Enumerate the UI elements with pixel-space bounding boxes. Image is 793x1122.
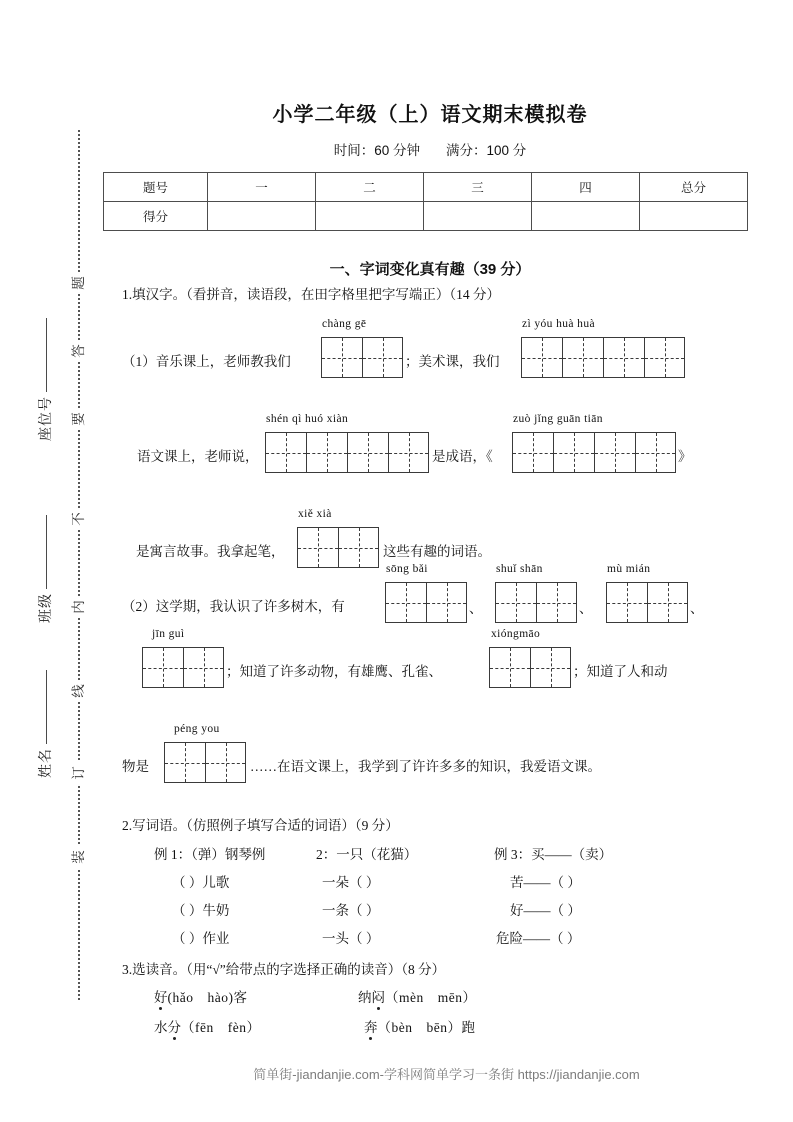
tianzige-cell[interactable] <box>362 337 403 378</box>
exam-time: 时间：60 分钟 <box>333 143 420 158</box>
tianzige-mu-mian[interactable] <box>606 582 688 623</box>
q3-item-0-options[interactable]: (hǎo hào)客 <box>167 990 248 1005</box>
q1-line3-lead: 是寓言故事。我拿起笔， <box>136 544 285 559</box>
seal-field-seat <box>35 396 55 441</box>
table-row <box>104 173 748 202</box>
q2-col1-row1[interactable]: （ ）儿歌 <box>172 875 230 890</box>
tianzige-cell[interactable] <box>205 742 246 783</box>
q1-line1-mid: ；美术课，我们 <box>405 354 500 369</box>
q3-item-1-options[interactable]: （mèn mēn） <box>385 990 477 1005</box>
tianzige-cell[interactable] <box>426 582 467 623</box>
tianzige-cell[interactable] <box>495 582 536 623</box>
tianzige-chang-ge[interactable] <box>321 337 403 378</box>
table-row <box>104 202 748 231</box>
seal-field-seat-rule <box>46 318 47 392</box>
score-cell-1[interactable] <box>316 202 424 231</box>
q3-item-1-dotted-char: 闷 <box>372 986 386 1006</box>
question-1-stem: 1.填汉字。（看拼音，读语段，在田字格里把字写端正）（14 分） <box>122 287 500 302</box>
q1-line6-tail: ……在语文课上，我学到了许许多多的知识，我爱语文课。 <box>250 759 601 774</box>
seal-char-5: 线 <box>68 680 90 702</box>
tianzige-cell[interactable] <box>142 647 183 688</box>
tianzige-shui-shan[interactable] <box>495 582 577 623</box>
q2-col1-row2[interactable]: （ ）牛奶 <box>172 903 230 918</box>
tianzige-cell[interactable] <box>347 432 388 473</box>
q1-sep-2: 、 <box>690 601 704 616</box>
seal-char-1: 答 <box>68 340 90 362</box>
tianzige-cell[interactable] <box>183 647 224 688</box>
tianzige-xie-xia[interactable] <box>297 527 379 568</box>
seal-char-6: 订 <box>68 762 90 784</box>
seal-field-name <box>35 748 55 778</box>
score-table <box>103 172 748 231</box>
q3-item-3-options[interactable]: （bèn bēn）跑 <box>377 1020 476 1035</box>
tianzige-cell[interactable] <box>385 582 426 623</box>
q2-col2-row0: 2：一只（花猫） <box>316 847 418 862</box>
score-cell-0[interactable] <box>208 202 316 231</box>
q3-item-3-dotted-char: 奔 <box>364 1016 378 1036</box>
q1-line2-tail: 》 <box>678 449 692 464</box>
pinyin-shui-shan: shuǐ shān <box>496 563 543 575</box>
tianzige-cell[interactable] <box>530 647 571 688</box>
q2-col2-row1[interactable]: 一朵（ ） <box>322 875 380 890</box>
tianzige-cell[interactable] <box>265 432 306 473</box>
tianzige-cell[interactable] <box>536 582 577 623</box>
tianzige-cell[interactable] <box>644 337 685 378</box>
q2-col3-row3[interactable]: 危险——（ ） <box>496 931 581 946</box>
seal-field-name-rule <box>46 670 47 744</box>
pinyin-zuo-jing-guan-tian: zuò jǐng guān tiān <box>513 413 603 425</box>
seal-char-3: 不 <box>68 508 90 530</box>
seal-field-name-label: 姓名 <box>39 748 54 778</box>
seal-char-7: 装 <box>68 846 90 868</box>
pinyin-xiongmao: xióngmāo <box>491 628 541 640</box>
q2-col2-row2[interactable]: 一条（ ） <box>322 903 380 918</box>
exam-sheet <box>100 0 793 1122</box>
page-title: 小学二年级（上）语文期末模拟卷 <box>272 104 588 126</box>
question-2-stem: 2.写词语。（仿照例子填写合适的词语）（9 分） <box>122 818 399 833</box>
tianzige-cell[interactable] <box>521 337 562 378</box>
tianzige-jin-gui[interactable] <box>142 647 224 688</box>
score-table-rowhead-1: 得分 <box>104 202 208 231</box>
pinyin-song-bai: sōng bǎi <box>386 563 428 575</box>
seal-char-0: 题 <box>68 272 90 294</box>
tianzige-cell[interactable] <box>164 742 205 783</box>
q2-col3-row0: 例 3：买——（卖） <box>494 847 613 862</box>
tianzige-peng-you[interactable] <box>164 742 246 783</box>
tianzige-cell[interactable] <box>553 432 594 473</box>
q3-item-0-dotted-char: 好 <box>154 986 168 1006</box>
q1-line3-tail: 这些有趣的词语。 <box>383 544 491 559</box>
seal-field-class-label: 班级 <box>39 593 54 623</box>
score-table-rowhead-0: 题号 <box>104 173 208 202</box>
tianzige-cell[interactable] <box>297 527 338 568</box>
score-table-col-3: 四 <box>532 173 640 202</box>
tianzige-cell[interactable] <box>606 582 647 623</box>
tianzige-shen-qi-huo-xian[interactable] <box>265 432 429 473</box>
q1-line2-mid: 是成语，《 <box>432 449 493 464</box>
tianzige-cell[interactable] <box>512 432 553 473</box>
seal-field-class <box>35 593 55 623</box>
q3-item-2-options[interactable]: （fēn fèn） <box>181 1020 261 1035</box>
q3-item-2-pre: 水 <box>154 1020 168 1035</box>
pinyin-peng-you: péng you <box>174 723 220 735</box>
seal-dotted-line <box>78 130 80 1000</box>
pinyin-xie-xia: xiě xià <box>298 508 332 520</box>
seal-field-seat-label: 座位号 <box>39 396 54 441</box>
tianzige-cell[interactable] <box>321 337 362 378</box>
seal-margin <box>0 0 100 1122</box>
q1-line6-lead: 物是 <box>122 759 149 774</box>
question-3-stem: 3.选读音。（用“√”给带点的字选择正确的读音）（8 分） <box>122 962 446 977</box>
pinyin-chang-ge: chàng gē <box>322 318 367 330</box>
q3-item-2[interactable] <box>154 1016 260 1036</box>
tianzige-zi-you-hua-hua[interactable] <box>521 337 685 378</box>
q3-item-3[interactable] <box>364 1016 475 1036</box>
tianzige-song-bai[interactable] <box>385 582 467 623</box>
tianzige-cell[interactable] <box>338 527 379 568</box>
q2-col2-row3[interactable]: 一头（ ） <box>322 931 380 946</box>
tianzige-zuo-jing-guan-tian[interactable] <box>512 432 676 473</box>
q1-line1-lead: （1）音乐课上，老师教我们 <box>122 354 291 369</box>
score-table-col-1: 二 <box>316 173 424 202</box>
q1-line5-mid: ；知道了许多动物，有雄鹰、孔雀、 <box>226 664 442 679</box>
section-one-heading: 一、字词变化真有趣（39 分） <box>329 261 531 278</box>
score-table-col-4: 总分 <box>640 173 748 202</box>
q3-item-1[interactable] <box>358 986 477 1006</box>
pinyin-jin-gui: jīn guì <box>152 628 185 640</box>
q2-col3-row2[interactable]: 好——（ ） <box>510 903 581 918</box>
score-cell-4[interactable] <box>640 202 748 231</box>
pinyin-shen-qi-huo-xian: shén qì huó xiàn <box>266 413 349 425</box>
tianzige-cell[interactable] <box>594 432 635 473</box>
q1-sep-1: 、 <box>579 601 593 616</box>
q1-line5-tail: ；知道了人和动 <box>573 664 668 679</box>
q2-col1-row3[interactable]: （ ）作业 <box>172 931 230 946</box>
q3-item-1-pre: 纳 <box>358 990 372 1005</box>
q2-col1-row0: 例 1：（弹）钢琴例 <box>154 847 266 862</box>
pinyin-mu-mian: mù mián <box>607 563 651 575</box>
q1-line2-lead: 语文课上，老师说， <box>137 449 259 464</box>
score-table-col-0: 一 <box>208 173 316 202</box>
seal-field-class-rule <box>46 515 47 589</box>
q1-sep-0: 、 <box>469 601 483 616</box>
q1-line4-lead: （2）这学期，我认识了许多树木，有 <box>122 599 345 614</box>
exam-meta <box>100 139 760 159</box>
footer-watermark: 简单街-jiandanjie.com-学科网简单学习一条街 https://jiandanjie.com <box>253 1067 640 1082</box>
tianzige-cell[interactable] <box>603 337 644 378</box>
q3-item-0[interactable] <box>154 986 247 1006</box>
score-cell-2[interactable] <box>424 202 532 231</box>
q3-item-2-dotted-char: 分 <box>168 1016 182 1036</box>
exam-total-score: 满分：100 分 <box>446 143 527 158</box>
q2-col3-row1[interactable]: 苦——（ ） <box>510 875 581 890</box>
tianzige-cell[interactable] <box>647 582 688 623</box>
tianzige-cell[interactable] <box>306 432 347 473</box>
tianzige-cell[interactable] <box>562 337 603 378</box>
tianzige-cell[interactable] <box>489 647 530 688</box>
seal-char-4: 内 <box>68 596 90 618</box>
pinyin-zi-you-hua-hua: zì yóu huà huà <box>522 318 595 330</box>
seal-char-2: 要 <box>68 408 90 430</box>
score-table-col-2: 三 <box>424 173 532 202</box>
tianzige-cell[interactable] <box>388 432 429 473</box>
tianzige-cell[interactable] <box>635 432 676 473</box>
score-cell-3[interactable] <box>532 202 640 231</box>
tianzige-xiongmao[interactable] <box>489 647 571 688</box>
